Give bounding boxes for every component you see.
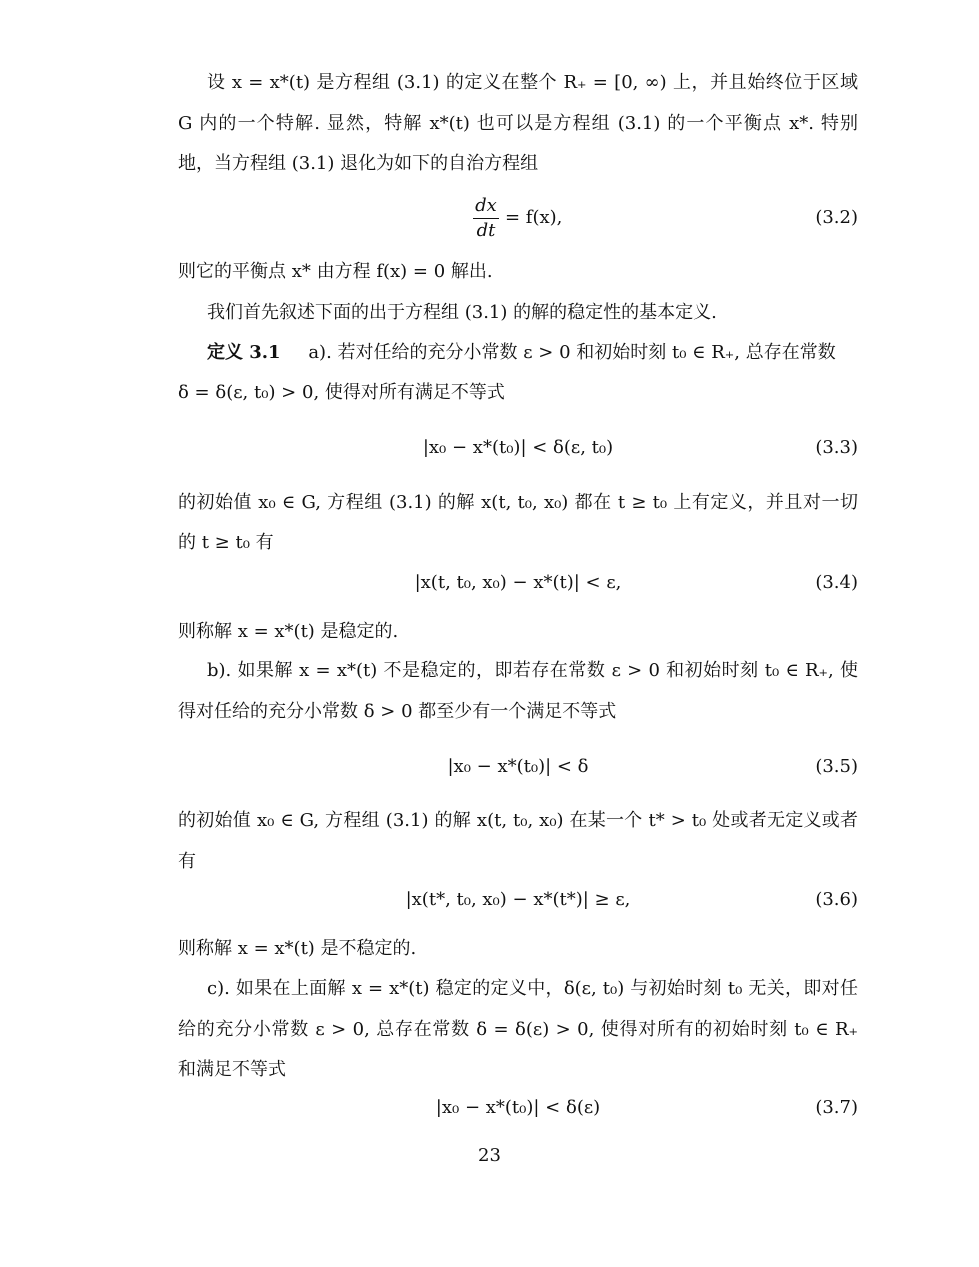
equation-3-5-body: |x₀ − x*(t₀)| < δ [447,756,589,777]
equation-3-6-label: (3.6) [815,889,858,910]
paragraph-3: 我们首先叙述下面的出于方程组 (3.1) 的解的稳定性的基本定义. [207,302,717,323]
equation-3-5 [178,746,858,786]
paragraph-1-line-1: 设 x = x*(t) 是方程组 (3.1) 的定义在整个 R₊ = [0, ∞) 上，并且始终位于区域 [207,72,858,93]
equation-3-7 [178,1087,858,1127]
paragraph-6-line-2: 有 [178,851,196,872]
equation-3-2-rhs: = f(x), [505,207,563,228]
paragraph-5: 则称解 x = x*(t) 是稳定的. [178,621,399,642]
definition-a-line-2: δ = δ(ε, t₀) > 0, 使得对所有满足不等式 [178,382,505,403]
paragraph-1-line-2: G 内的一个特解. 显然，特解 x*(t) 也可以是方程组 (3.1) 的一个平衡点 x*. 特别 [178,113,858,134]
equation-3-4-body: |x(t, t₀, x₀) − x*(t)| < ε, [414,572,622,593]
paragraph-2: 则它的平衡点 x* 由方程 f(x) = 0 解出. [178,261,493,282]
paragraph-6-line-1: 的初始值 x₀ ∈ G, 方程组 (3.1) 的解 x(t, t₀, x₀) 在某一个 t* > t₀ 处或者无定义或者 [178,810,858,831]
equation-3-5-label: (3.5) [815,756,858,777]
definition-c-line-3: 和满足不等式 [178,1059,286,1080]
definition-a-text: a). 若对任给的充分小常数 ε > 0 和初始时刻 t₀ ∈ R₊, 总存在常数 [308,342,836,363]
paragraph-7: 则称解 x = x*(t) 是不稳定的. [178,938,417,959]
definition-label: 定义 3.1 [207,342,281,363]
equation-3-2-fraction [471,195,501,242]
equation-3-7-label: (3.7) [815,1097,858,1118]
equation-3-6 [178,879,858,919]
definition-c-line-2: 给的充分小常数 ε > 0, 总存在常数 δ = δ(ε) > 0, 使得对所有的初始时刻 t₀ ∈ R₊ [178,1019,858,1040]
definition-c-line-1: c). 如果在上面解 x = x*(t) 稳定的定义中，δ(ε, t₀) 与初始时刻 t₀ 无关，即对任 [207,978,858,999]
equation-3-3-body: |x₀ − x*(t₀)| < δ(ε, t₀) [422,437,614,458]
definition-a-line-1 [207,340,858,366]
paragraph-4-line-1: 的初始值 x₀ ∈ G, 方程组 (3.1) 的解 x(t, t₀, x₀) 都在 t ≥ t₀ 上有定义，并且对一切 [178,492,858,513]
equation-3-2-numerator: dx [475,195,497,216]
paragraph-1-line-3: 地，当方程组 (3.1) 退化为如下的自治方程组 [178,153,539,174]
equation-3-6-body: |x(t*, t₀, x₀) − x*(t*)| ≥ ε, [405,889,631,910]
equation-3-4 [178,562,858,602]
page-number: 23 [478,1145,501,1166]
equation-3-3 [178,427,858,467]
equation-3-3-label: (3.3) [815,437,858,458]
equation-3-2-denominator: dt [476,220,496,241]
equation-3-2-label: (3.2) [815,207,858,228]
definition-b-line-2: 得对任给的充分小常数 δ > 0 都至少有一个满足不等式 [178,701,617,722]
definition-b-line-1: b). 如果解 x = x*(t) 不是稳定的，即若存在常数 ε > 0 和初始时刻 t₀ ∈ R₊, 使 [207,660,858,681]
equation-3-4-label: (3.4) [815,572,858,593]
fraction-bar [473,218,499,219]
equation-3-7-body: |x₀ − x*(t₀)| < δ(ε) [435,1097,601,1118]
paragraph-4-line-2: 的 t ≥ t₀ 有 [178,532,274,553]
